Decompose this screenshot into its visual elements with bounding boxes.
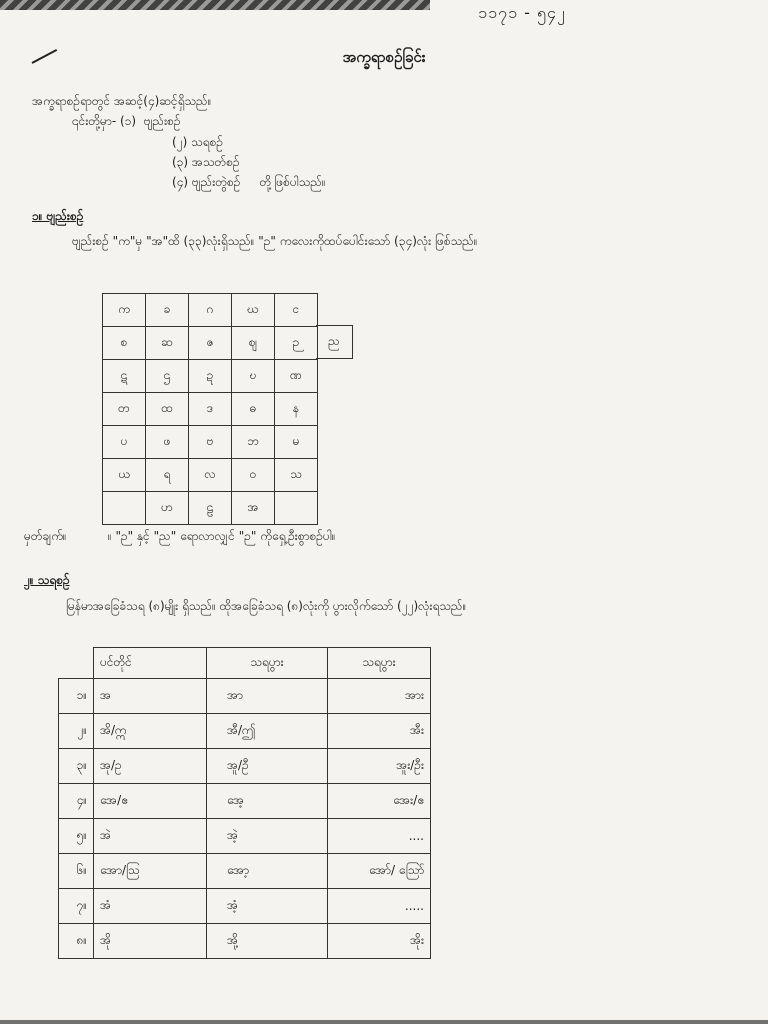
vowel-base: အဲ (94, 819, 207, 854)
vowel-base: အံ (94, 889, 207, 924)
table-row (59, 714, 431, 749)
intro-step-4: (၄) ဗျည်းတွဲစဉ် (172, 175, 241, 189)
intro-step-2: (၂) သရစဉ် (172, 135, 223, 149)
consonant-cell: အ (232, 492, 275, 525)
vowel-derived-2: အား (328, 679, 431, 714)
intro-step-list-prefix (72, 113, 181, 131)
consonant-row (103, 327, 318, 360)
vowel-base: အိ/ဣ (94, 714, 207, 749)
vowel-derived-2: ..... (328, 889, 431, 924)
section-1-desc: ဗျည်းစဉ် "က"မှ "အ"ထိ (၃၃)လုံးရှိသည်။ "ဉ" ကလေးကိုထပ်ပေါင်းသော် (၃၄)လုံး ဖြစ်သည်။ (72, 234, 478, 248)
page-title: အက္ခရာစဉ်ခြင်း (342, 48, 426, 66)
consonant-row (103, 393, 318, 426)
consonant-cell (103, 492, 146, 525)
vowel-row-number: ၆။ (59, 854, 94, 889)
vowel-table-header-row (59, 648, 431, 679)
vowel-derived-1: အူ/ဦ (207, 749, 328, 784)
vowel-derived-2: အီး (328, 714, 431, 749)
consonant-cell: ဝ (232, 459, 275, 492)
vowel-row-number: ၃။ (59, 749, 94, 784)
consonant-cell: ဒ (189, 393, 232, 426)
consonant-grid (102, 293, 318, 525)
consonant-row (103, 360, 318, 393)
intro-steps-suffix: တို့ဖြစ်ပါသည်။ (259, 175, 326, 189)
vowel-base: အေ/ဧ (94, 784, 207, 819)
vowel-derived-1: အီ/ဤ (207, 714, 328, 749)
page-number: ၁၁၇၁ - ၅၄၂ (478, 3, 566, 22)
vowel-table-wrap (58, 647, 431, 959)
consonant-cell: သ (275, 459, 318, 492)
consonant-cell: ဉ (275, 327, 318, 360)
vowel-derived-1: အေ့ (207, 784, 328, 819)
table-row (59, 889, 431, 924)
consonant-cell: ဌ (146, 360, 189, 393)
table-row (59, 679, 431, 714)
consonant-cell: ဃ (232, 294, 275, 327)
consonant-cell: ဖ (146, 426, 189, 459)
vowel-derived-1: အို့ (207, 924, 328, 959)
consonant-cell: ယ (103, 459, 146, 492)
vowel-derived-2: အော်/ ဪ (328, 854, 431, 889)
note-label: မှတ်ချက်။ (24, 529, 67, 543)
consonant-cell: ဗ (189, 426, 232, 459)
consonant-cell (275, 492, 318, 525)
section-1-heading: ၁။ ဗျည်းစဉ် (32, 209, 84, 223)
consonant-cell: ဓ (232, 393, 275, 426)
consonant-cell: ပ (103, 426, 146, 459)
intro-step-4-row (172, 174, 326, 192)
vowel-base: အော/ဩ (94, 854, 207, 889)
table-row (59, 784, 431, 819)
scan-top-edge (0, 0, 430, 10)
vowel-header-derived-1: သရပွား (207, 648, 328, 679)
intro-line: အက္ခရာစဉ်ရာတွင် အဆင့်(၄)ဆင့်ရှိသည်။ (32, 94, 212, 108)
vowel-header-derived-2: သရပွား (328, 648, 431, 679)
consonant-cell: ဈ (232, 327, 275, 360)
vowel-row-number: ၁။ (59, 679, 94, 714)
vowel-row-number: ၇။ (59, 889, 94, 924)
vowel-derived-1: အဲ့ (207, 819, 328, 854)
vowel-derived-2: အိုး (328, 924, 431, 959)
consonant-cell: န (275, 393, 318, 426)
vowel-derived-1: အော့ (207, 854, 328, 889)
table-row (59, 854, 431, 889)
intro-prefix: ၎င်းတို့မှာ- (၁) (72, 114, 137, 128)
consonant-cell: ဇ (189, 327, 232, 360)
vowel-row-number: ၈။ (59, 924, 94, 959)
vowel-row-number: ၂။ (59, 714, 94, 749)
consonant-row (103, 459, 318, 492)
vowel-table-corner (59, 648, 94, 679)
consonant-cell: ခ (146, 294, 189, 327)
vowel-derived-1: အာ (207, 679, 328, 714)
consonant-cell: ဟ (146, 492, 189, 525)
consonant-cell: ဍ (189, 360, 232, 393)
consonant-extra-cell: ည (316, 325, 353, 359)
table-row (59, 749, 431, 784)
consonant-grid-wrap (102, 293, 318, 525)
consonant-cell: တ (103, 393, 146, 426)
vowel-base: အို (94, 924, 207, 959)
consonant-cell: င (275, 294, 318, 327)
vowel-table (58, 647, 431, 959)
scan-bottom-edge (0, 1020, 768, 1024)
vowel-derived-2: အူး/ဦး (328, 749, 431, 784)
consonant-cell: လ (189, 459, 232, 492)
consonant-row (103, 492, 318, 525)
vowel-derived-1: အံ့ (207, 889, 328, 924)
consonant-cell: ဆ (146, 327, 189, 360)
consonant-cell: စ (103, 327, 146, 360)
consonant-row (103, 426, 318, 459)
consonant-cell: ဎ (232, 360, 275, 393)
section-2-heading: ၂။ သရစဉ် (24, 573, 70, 587)
consonant-cell: ထ (146, 393, 189, 426)
intro-step-1: ဗျည်းစဉ် (143, 114, 181, 128)
consonant-cell: ရ (146, 459, 189, 492)
consonant-cell: မ (275, 426, 318, 459)
vowel-derived-2: .... (328, 819, 431, 854)
consonant-cell: ဘ (232, 426, 275, 459)
table-row (59, 819, 431, 854)
vowel-header-base: ပင်တိုင် (94, 648, 207, 679)
table-row (59, 924, 431, 959)
vowel-derived-2: အေး/ဧ (328, 784, 431, 819)
vowel-base: အ (94, 679, 207, 714)
consonant-row (103, 294, 318, 327)
vowel-row-number: ၅။ (59, 819, 94, 854)
consonant-cell: ဏ (275, 360, 318, 393)
consonant-cell: က (103, 294, 146, 327)
vowel-row-number: ၄။ (59, 784, 94, 819)
consonant-cell: ဠ (189, 492, 232, 525)
note-text: ။ "ဉ" နှင့် "ည" ရောလာလျှင် "ဉ" ကိုရှေ့ဦးစွာစဉ်ပါ။ (108, 529, 336, 543)
section-2-desc: မြန်မာအခြေခံသရ (၈)မျိုး ရှိသည်။ ထိုအခြေခံသရ (၈)လုံးကို ပွားလိုက်သော် (၂၂)လုံးရသည်။ (66, 599, 467, 613)
vowel-base: အု/ဥ (94, 749, 207, 784)
intro-step-3: (၃) အသတ်စဉ် (172, 155, 240, 169)
consonant-cell: ဋ (103, 360, 146, 393)
consonant-cell: ဂ (189, 294, 232, 327)
